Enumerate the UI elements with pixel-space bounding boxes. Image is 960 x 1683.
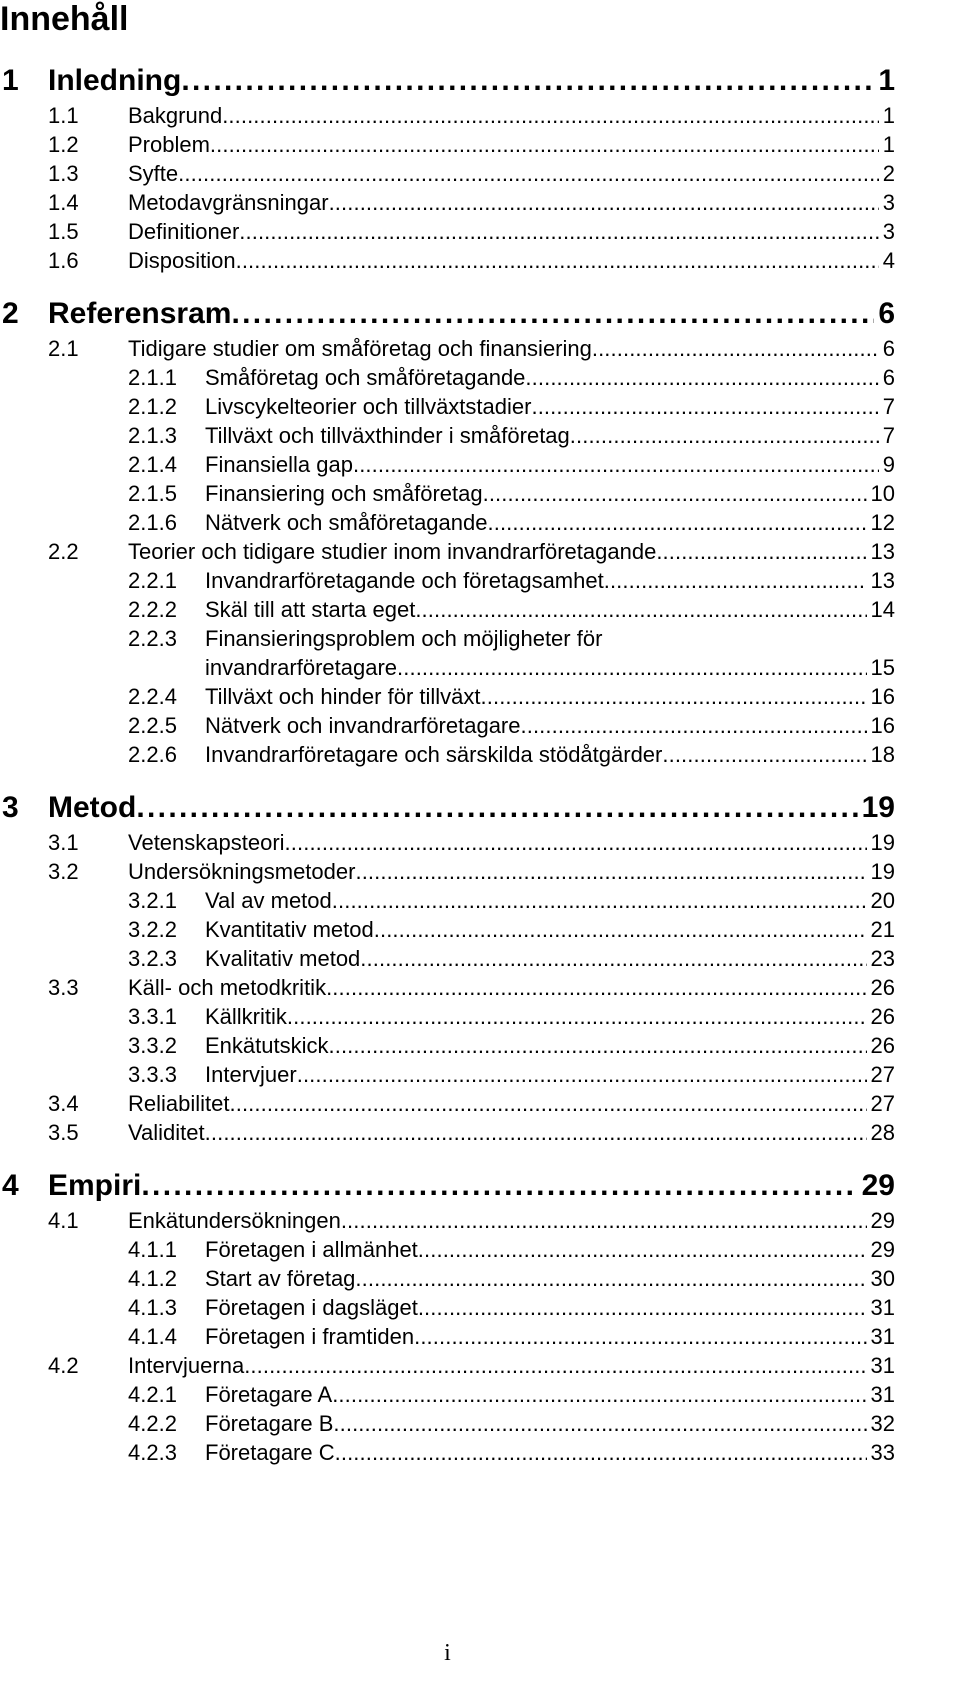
toc-entry-page: 13 [870, 568, 895, 593]
toc-entry-number: 4.1.4 [128, 1324, 177, 1349]
toc-entry-number: 2.2.2 [128, 597, 177, 622]
toc-entry[interactable] [0, 740, 895, 769]
toc-entry-number: 4.1 [48, 1208, 79, 1233]
toc-entry-number: 4.1.1 [128, 1237, 177, 1262]
dot-leader [525, 363, 878, 392]
toc-entry[interactable] [0, 392, 895, 421]
toc-entry-page: 19 [861, 791, 895, 824]
toc-entry-title-continued: invandrarföretagare [205, 655, 398, 680]
toc-entry-title: Referensram [48, 297, 232, 330]
dot-leader [374, 915, 867, 944]
toc-entry-title: Intervjuer [205, 1062, 297, 1087]
toc-entry-page: 16 [870, 713, 895, 738]
toc-entry[interactable] [0, 293, 895, 334]
toc-entry[interactable] [0, 1409, 895, 1438]
toc-entry-number: 2.2.6 [128, 742, 177, 767]
toc-entry-number: 4.1.2 [128, 1266, 177, 1291]
dot-leader [333, 1409, 866, 1438]
toc-entry-title: Reliabilitet [128, 1091, 230, 1116]
toc-entry-number: 2.2.5 [128, 713, 177, 738]
toc-entry[interactable] [0, 1264, 895, 1293]
dot-leader [244, 1351, 866, 1380]
dot-leader [136, 787, 857, 828]
toc-entry-page: 32 [870, 1411, 895, 1436]
dot-leader [222, 101, 879, 130]
dot-leader [662, 740, 866, 769]
toc-entry-title: Tidigare studier om småföretag och finansiering [128, 336, 592, 361]
toc-entry-title: Kvalitativ metod [205, 946, 361, 971]
toc-entry-title: Finansiella gap [205, 452, 353, 477]
dot-leader [332, 886, 867, 915]
dot-leader [287, 1002, 867, 1031]
toc-entry[interactable] [0, 363, 895, 392]
dot-leader [329, 1031, 867, 1060]
toc-entry-title: Syfte [128, 161, 179, 186]
dot-leader [570, 421, 879, 450]
dot-leader [205, 1118, 867, 1147]
page-number: i [444, 1640, 451, 1666]
toc-entry-page: 19 [870, 830, 895, 855]
toc-entry[interactable] [0, 787, 895, 828]
toc-entry[interactable] [0, 566, 895, 595]
dot-leader [326, 973, 866, 1002]
toc-entry-number: 1.4 [48, 190, 79, 215]
toc-entry-number: 2.2.4 [128, 684, 177, 709]
toc-entry-page: 3 [882, 190, 895, 215]
dot-leader [592, 334, 879, 363]
toc-entry-title: Finansiering och småföretag [205, 481, 483, 506]
toc-entry-number: 4 [2, 1169, 19, 1202]
toc-entry-title: Disposition [128, 248, 236, 273]
toc-entry-page: 29 [870, 1237, 895, 1262]
toc-entry-title: Enkätutskick [205, 1033, 329, 1058]
toc-entry-title: Val av metod [205, 888, 332, 913]
toc-entry-number: 3.2.1 [128, 888, 177, 913]
toc-entry[interactable] [0, 101, 895, 130]
toc-entry-page: 26 [870, 1033, 895, 1058]
toc-entry-number: 3.2.2 [128, 917, 177, 942]
toc-entry-number: 3.2 [48, 859, 79, 884]
toc-entry-page: 33 [870, 1440, 895, 1465]
dot-leader [355, 857, 866, 886]
toc-entry[interactable] [0, 1351, 895, 1380]
toc-entry-title: Bakgrund [128, 103, 223, 128]
toc-entry[interactable] [0, 334, 895, 363]
toc-entry[interactable] [0, 595, 895, 624]
toc-entry[interactable] [0, 828, 895, 857]
toc-entry-title: Nätverk och småföretagande [205, 510, 488, 535]
toc-entry-page: 4 [882, 248, 895, 273]
toc-entry-page: 26 [870, 975, 895, 1000]
toc-entry[interactable] [0, 915, 895, 944]
toc-entry-title: Småföretag och småföretagande [205, 365, 526, 390]
toc-entry[interactable] [0, 1118, 895, 1147]
toc-entry[interactable] [0, 682, 895, 711]
toc-entry[interactable] [0, 1293, 895, 1322]
toc-entry-title: Företagare A [205, 1382, 333, 1407]
table-of-contents [0, 60, 895, 1467]
toc-entry-title: Nätverk och invandrarföretagare [205, 713, 521, 738]
toc-entry-title: Kvantitativ metod [205, 917, 374, 942]
toc-entry-page: 14 [870, 597, 895, 622]
toc-entry[interactable] [0, 130, 895, 159]
toc-entry-page: 9 [882, 452, 895, 477]
toc-entry-page: 28 [870, 1120, 895, 1145]
toc-entry-number: 1.3 [48, 161, 79, 186]
dot-leader [414, 1322, 866, 1351]
toc-entry-title: Källkritik [205, 1004, 287, 1029]
toc-entry-number: 3.5 [48, 1120, 79, 1145]
toc-entry-page: 1 [882, 103, 895, 128]
toc-entry[interactable] [0, 973, 895, 1002]
toc-entry-page: 3 [882, 219, 895, 244]
dot-leader [415, 595, 866, 624]
toc-entry-page: 23 [870, 946, 895, 971]
toc-entry-number: 2.1.2 [128, 394, 177, 419]
toc-entry-number: 4.1.3 [128, 1295, 177, 1320]
toc-entry[interactable] [0, 246, 895, 275]
dot-leader [521, 711, 867, 740]
dot-leader [531, 392, 878, 421]
dot-leader [656, 537, 866, 566]
toc-entry-title: Tillväxt och tillväxthinder i småföretag [205, 423, 570, 448]
toc-entry[interactable] [0, 857, 895, 886]
dot-leader [483, 479, 867, 508]
toc-entry-page: 12 [870, 510, 895, 535]
toc-entry-number: 2.2.3 [128, 626, 177, 651]
toc-entry-number: 2.2 [48, 539, 79, 564]
toc-entry-number: 1.5 [48, 219, 79, 244]
dot-leader [604, 566, 867, 595]
dot-leader [230, 1089, 867, 1118]
toc-entry-title: Problem [128, 132, 210, 157]
toc-entry-number: 3.2.3 [128, 946, 177, 971]
dot-leader [360, 944, 866, 973]
toc-entry-number: 3.4 [48, 1091, 79, 1116]
toc-entry-number: 1 [2, 64, 19, 97]
dot-leader [355, 1264, 866, 1293]
toc-entry-page: 21 [870, 917, 895, 942]
toc-entry-page: 13 [870, 539, 895, 564]
toc-entry[interactable] [0, 1235, 895, 1264]
dot-leader [210, 130, 879, 159]
toc-entry[interactable] [0, 508, 895, 537]
toc-entry-title: Käll- och metodkritik [128, 975, 327, 1000]
toc-entry-title: Företagen i allmänhet [205, 1237, 418, 1262]
toc-entry[interactable] [0, 1322, 895, 1351]
toc-entry-number: 2.1.4 [128, 452, 177, 477]
toc-entry-number: 3.3.2 [128, 1033, 177, 1058]
toc-entry-number: 1.6 [48, 248, 79, 273]
toc-entry-number: 3.1 [48, 830, 79, 855]
toc-entry-page: 29 [861, 1169, 895, 1202]
toc-entry-number: 4.2 [48, 1353, 79, 1378]
toc-entry-title: Start av företag [205, 1266, 356, 1291]
toc-entry-page: 27 [870, 1062, 895, 1087]
toc-entry-page: 7 [882, 394, 895, 419]
toc-entry-number: 4.2.2 [128, 1411, 177, 1436]
dot-leader [329, 188, 879, 217]
toc-entry-page: 19 [870, 859, 895, 884]
toc-entry-number: 2.1.6 [128, 510, 177, 535]
toc-entry[interactable] [0, 1002, 895, 1031]
toc-entry-page: 15 [870, 655, 895, 680]
dot-leader [231, 293, 874, 334]
toc-entry-number: 2.1.1 [128, 365, 177, 390]
toc-entry-number: 2.2.1 [128, 568, 177, 593]
toc-entry-title: Vetenskapsteori [128, 830, 285, 855]
toc-entry[interactable] [0, 624, 895, 682]
toc-entry-title: Skäl till att starta eget [205, 597, 416, 622]
toc-entry-title: Företagen i framtiden [205, 1324, 415, 1349]
toc-entry-number: 4.2.3 [128, 1440, 177, 1465]
toc-entry-title: Intervjuerna [128, 1353, 245, 1378]
dot-leader [332, 1380, 866, 1409]
dot-leader [181, 60, 874, 101]
toc-entry-title: Tillväxt och hinder för tillväxt [205, 684, 481, 709]
dot-leader [341, 1206, 867, 1235]
toc-entry-title: Företagen i dagsläget [205, 1295, 418, 1320]
toc-entry-page: 31 [870, 1382, 895, 1407]
toc-entry-title: Validitet [128, 1120, 205, 1145]
toc-entry-page: 26 [870, 1004, 895, 1029]
toc-entry-page: 6 [882, 365, 895, 390]
toc-entry-number: 2.1 [48, 336, 79, 361]
toc-entry-number: 1.2 [48, 132, 79, 157]
toc-entry-page: 31 [870, 1353, 895, 1378]
toc-entry-title: Enkätundersökningen [128, 1208, 341, 1233]
toc-entry[interactable] [0, 479, 895, 508]
toc-entry-number: 4.2.1 [128, 1382, 177, 1407]
dot-leader [481, 682, 867, 711]
toc-entry-page: 6 [878, 297, 895, 330]
toc-entry-page: 18 [870, 742, 895, 767]
dot-leader [236, 246, 879, 275]
toc-entry-page: 20 [870, 888, 895, 913]
toc-entry-title: Finansieringsproblem och möjligheter för [205, 626, 603, 651]
toc-entry-number: 3.3.1 [128, 1004, 177, 1029]
toc-entry-title: Definitioner [128, 219, 240, 244]
toc-entry-page: 29 [870, 1208, 895, 1233]
toc-entry-number: 2 [2, 297, 19, 330]
toc-entry[interactable] [0, 1031, 895, 1060]
toc-entry[interactable] [0, 1206, 895, 1235]
toc-entry-page: 1 [878, 64, 895, 97]
toc-entry[interactable] [0, 217, 895, 246]
toc-entry-title: Företagare B [205, 1411, 334, 1436]
dot-leader [178, 159, 879, 188]
toc-entry[interactable] [0, 537, 895, 566]
toc-entry-title: Teorier och tidigare studier inom invandrarföretagande [128, 539, 657, 564]
dot-leader [418, 1235, 867, 1264]
toc-entry-number: 2.1.3 [128, 423, 177, 448]
toc-entry-page: 30 [870, 1266, 895, 1291]
toc-entry[interactable] [0, 421, 895, 450]
toc-entry[interactable] [0, 188, 895, 217]
page-title: Innehåll [0, 0, 129, 38]
dot-leader [141, 1165, 857, 1206]
toc-entry-title: Livscykelteorier och tillväxtstadier [205, 394, 532, 419]
dot-leader [418, 1293, 867, 1322]
dot-leader [335, 1438, 867, 1467]
toc-entry-page: 10 [870, 481, 895, 506]
dot-leader [488, 508, 867, 537]
dot-leader [285, 828, 867, 857]
toc-entry-title: Metod [48, 791, 137, 824]
toc-entry-page: 2 [882, 161, 895, 186]
toc-entry-title: Företagare C [205, 1440, 335, 1465]
toc-entry-number: 3.3 [48, 975, 79, 1000]
toc-entry[interactable] [0, 1438, 895, 1467]
toc-entry[interactable] [0, 450, 895, 479]
toc-entry-page: 7 [882, 423, 895, 448]
toc-entry-number: 1.1 [48, 103, 79, 128]
toc-entry-title: Metodavgränsningar [128, 190, 329, 215]
toc-entry[interactable] [0, 711, 895, 740]
toc-entry-title: Undersökningsmetoder [128, 859, 356, 884]
toc-entry-page: 16 [870, 684, 895, 709]
toc-entry-page: 31 [870, 1295, 895, 1320]
toc-entry[interactable] [0, 1165, 895, 1206]
toc-entry-title: Empiri [48, 1169, 142, 1202]
toc-entry-page: 6 [882, 336, 895, 361]
dot-leader [239, 217, 878, 246]
toc-entry-title: Inledning [48, 64, 182, 97]
toc-entry-page: 27 [870, 1091, 895, 1116]
toc-entry[interactable] [0, 944, 895, 973]
toc-entry-number: 3 [2, 791, 19, 824]
dot-leader [353, 450, 879, 479]
dot-leader [297, 1060, 867, 1089]
toc-entry[interactable] [0, 886, 895, 915]
toc-entry-number: 3.3.3 [128, 1062, 177, 1087]
toc-entry[interactable] [0, 1089, 895, 1118]
toc-entry[interactable] [0, 60, 895, 101]
toc-entry-title: Invandrarföretagande och företagsamhet [205, 568, 604, 593]
toc-entry-title: Invandrarföretagare och särskilda stödåtgärder [205, 742, 663, 767]
toc-entry[interactable] [0, 159, 895, 188]
toc-entry[interactable] [0, 1060, 895, 1089]
toc-entry[interactable] [0, 1380, 895, 1409]
dot-leader [397, 653, 867, 682]
toc-entry-page: 1 [882, 132, 895, 157]
toc-entry-page: 31 [870, 1324, 895, 1349]
toc-entry-number: 2.1.5 [128, 481, 177, 506]
